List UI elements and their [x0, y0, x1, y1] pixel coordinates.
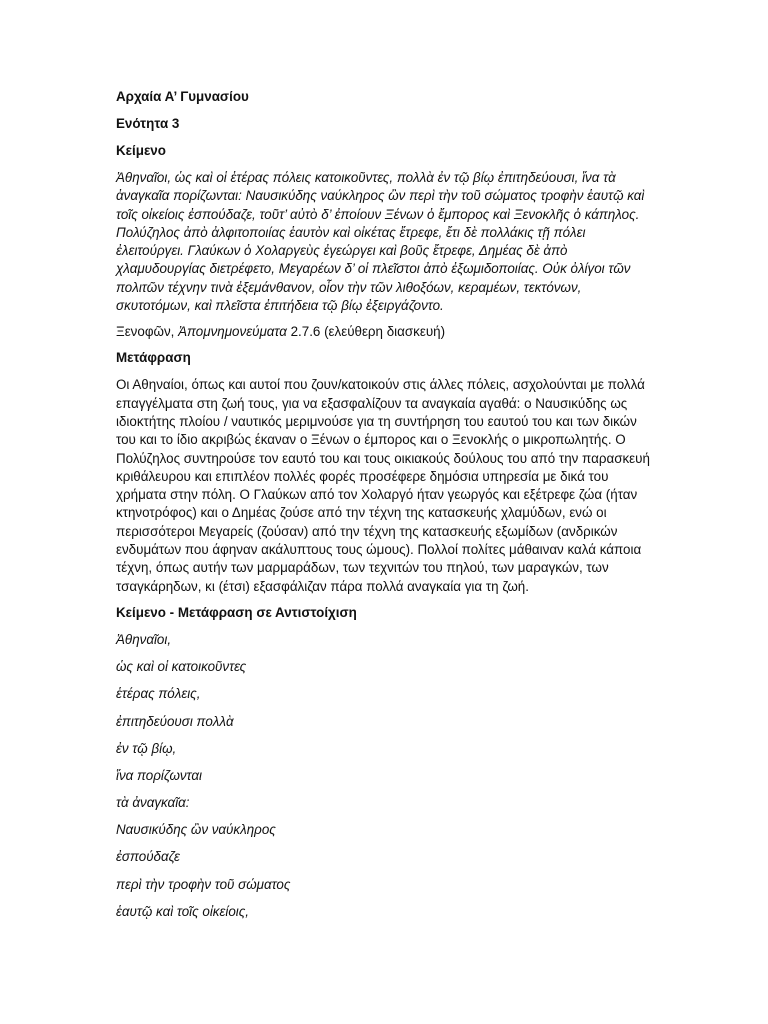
correspondence-item: ἐπιτηδεύουσι πολλὰ: [116, 713, 234, 729]
translation-heading: Μετάφραση: [116, 350, 191, 366]
translation-line: του και το ίδιο ακριβώς έκαναν ο Ξένων ο έμπορος και ο Ξενοκλής ο μικροπωλητής. Ο: [116, 432, 626, 448]
translation-line: κριθάλευρου και επιπλέον πολλές φορές προσέφερε δημόσια υπηρεσία με δικά του: [116, 468, 609, 484]
correspondence-item: ἐσπούδαζε: [116, 849, 180, 865]
ancient-text-line: τοῖς οἰκείοις ἐσπούδαζε, τοῦτ’ αὐτὸ δ’ ἐποίουν Ξένων ὁ ἔμπορος καὶ Ξενοκλῆς ὁ κάπηλος.: [116, 206, 640, 222]
correspondence-item: ἑτέρας πόλεις,: [116, 686, 201, 702]
translation-line: επαγγέλματα στη ζωή τους, για να εξασφαλίζουν τα αναγκαία αγαθά: ο Ναυσικύδης ως: [116, 395, 628, 411]
ancient-text-line: ἐλειτούργει. Γλαύκων ὁ Χολαργεὺς ἐγεώργει καὶ βοῦς ἔτρεφε, Δημέας δὲ ἀπὸ: [116, 243, 568, 259]
translation-line: χρήματα στην πόλη. Ο Γλαύκων από τον Χολαργό ήταν γεωργός και εξέτρεφε ζώα (ήταν: [116, 487, 638, 503]
translation-line: Πολύζηλος συντηρούσε τον εαυτό του και τους οικιακούς δούλους του από την παρασκευή: [116, 450, 650, 466]
source-author: Ξενοφῶν,: [116, 324, 179, 340]
ancient-text-line: ἀναγκαῖα πορίζωνται: Ναυσικύδης ναύκληρος ὢν περὶ τὴν τοῦ σώματος τροφὴν ἑαυτῷ καὶ: [116, 188, 645, 204]
document-title: Αρχαία Α’ Γυμνασίου: [116, 89, 249, 104]
translation-line: ιδιοκτήτης πλοίου / ναυτικός μεριμνούσε για τη συντήρηση του εαυτού του και των δικών: [116, 413, 637, 429]
translation-text: [116, 376, 661, 596]
ancient-text-line: σκυτοτόμων, καὶ πλεῖστα ἐπιτήδεια τῷ βίῳ ἐξειργάζοντο.: [116, 298, 444, 314]
text-heading: Κείμενο: [116, 143, 166, 158]
ancient-text: [116, 169, 661, 315]
correspondence-list: [116, 631, 661, 921]
correspondence-heading: Κείμενο - Μετάφραση σε Αντιστοίχιση: [116, 604, 357, 620]
translation-line: τέχνη, όπως αυτήν των μαρμαράδων, των τεχνιτών του πηλού, των μαραγκών, των: [116, 560, 609, 576]
correspondence-item: ἵνα πορίζωνται: [116, 767, 202, 783]
translation-line: Οι Αθηναίοι, όπως και αυτοί που ζουν/κατοικούν στις άλλες πόλεις, ασχολούνται με πολλά: [116, 377, 645, 393]
correspondence-item: ὡς καὶ οἱ κατοικοῦντες: [116, 659, 247, 675]
ancient-text-line: χλαμυδουργίας διετρέφετο, Μεγαρέων δ’ οἱ πλεῖστοι ἀπὸ ἐξωμιδοποιίας. Οὐκ ὀλίγοι τῶν: [116, 261, 631, 277]
ancient-text-line: Πολύζηλος ἀπὸ ἀλφιτοποιίας ἑαυτὸν καὶ οἰκέτας ἔτρεφε, ἔτι δὲ πολλάκις τῇ πόλει: [116, 224, 586, 240]
ancient-text-line: πολιτῶν τέχνην τινὰ ἐξεμάνθανον, οἷον τὴν τῶν λιθοξόων, κεραμέων, τεκτόνων,: [116, 279, 582, 295]
correspondence-item: ἑαυτῷ καὶ τοῖς οἰκείοις,: [116, 903, 250, 919]
source-citation: [116, 323, 661, 341]
source-reference: 2.7.6 (ελεύθερη διασκευή): [286, 324, 446, 340]
source-work: Ἀπομνημονεύματα: [178, 324, 287, 340]
translation-line: περισσότεροι Μεγαρείς (ζούσαν) από την τέχνη της κατασκευής εξωμίδων (ανδρικών: [116, 523, 618, 539]
correspondence-item: Ἀθηναῖοι,: [116, 631, 172, 647]
correspondence-item: ἐν τῷ βίῳ,: [116, 740, 177, 756]
correspondence-item: τὰ ἀναγκαῖα:: [116, 795, 190, 811]
translation-line: τσαγκάρηδων, κι (έτσι) εξασφάλιζαν πάρα πολλά αναγκαία για τη ζωή.: [116, 578, 529, 594]
correspondence-item: περὶ τὴν τροφὴν τοῦ σώματος: [116, 876, 291, 892]
ancient-text-line: Ἀθηναῖοι, ὡς καὶ οἱ ἑτέρας πόλεις κατοικοῦντες, πολλὰ ἐν τῷ βίῳ ἐπιτηδεύουσι, ἵνα τὰ: [116, 170, 616, 185]
document-content: [116, 88, 661, 930]
translation-line: ενδυμάτων που άφηναν ακάλυπτους τους ώμους). Πολλοί πολίτες μάθαιναν καλά κάποια: [116, 542, 642, 558]
translation-line: κτηνοτρόφος) και ο Δημέας ζούσε από την τέχνη της κατασκευής χλαμύδων, ενώ οι: [116, 505, 607, 521]
correspondence-item: Ναυσικύδης ὢν ναύκληρος: [116, 822, 276, 838]
unit-heading: Ενότητα 3: [116, 116, 180, 131]
